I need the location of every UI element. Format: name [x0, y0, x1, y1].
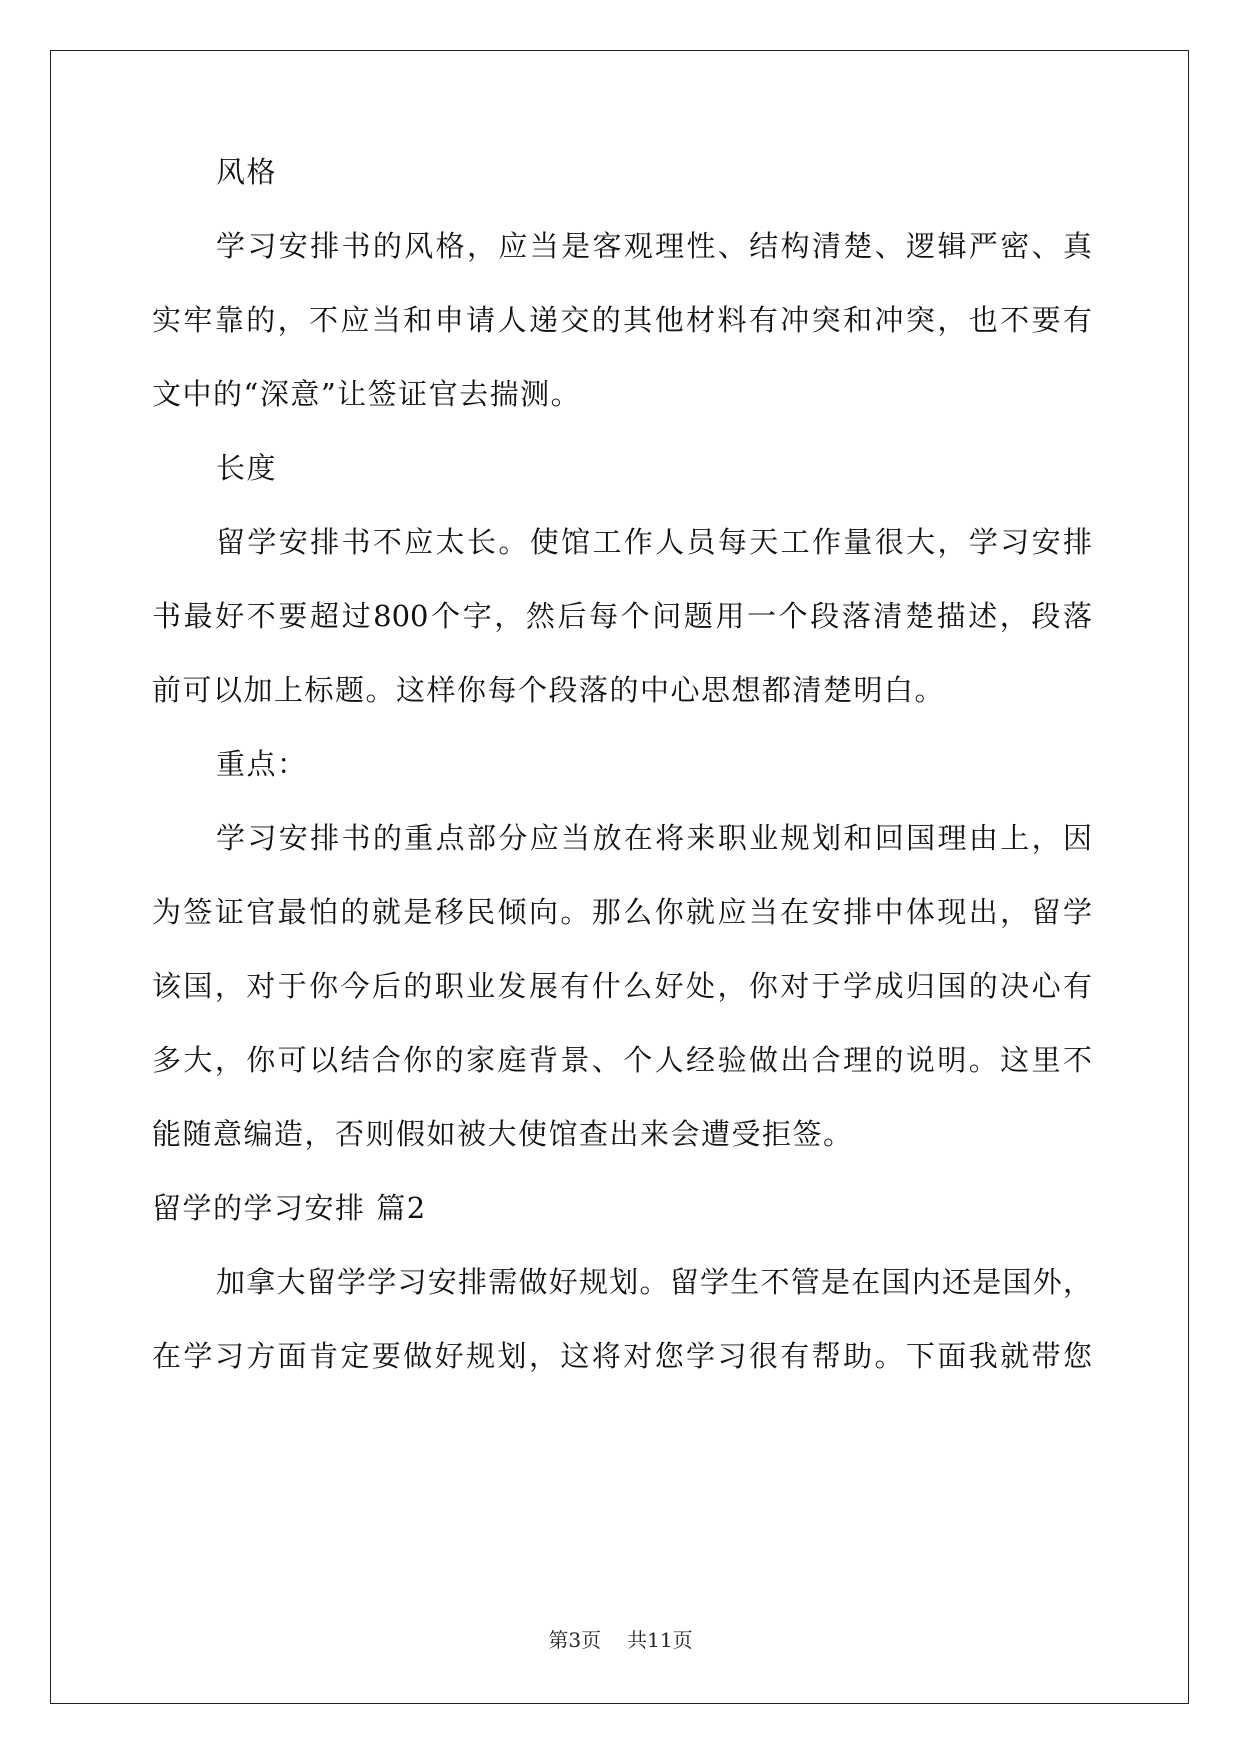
page-number: 第3页 [548, 1628, 602, 1652]
paragraph-line: 前可以加上标题。这样你每个段落的中心思想都清楚明白。 [152, 673, 946, 707]
paragraph-line: 加拿大留学学习安排需做好规划。留学生不管是在国内还是国外， [216, 1265, 1092, 1299]
page-border [50, 50, 1189, 1704]
paragraph-line: 为签证官最怕的就是移民倾向。那么你就应当在安排中体现出，留学 [152, 895, 1092, 929]
paragraph-line: 在学习方面肯定要做好规划，这将对您学习很有帮助。下面我就带您 [152, 1339, 1092, 1373]
section-heading-style: 风格 [216, 155, 278, 189]
paragraph-line: 能随意编造，否则假如被大使馆查出来会遭受拒签。 [152, 1117, 854, 1151]
paragraph-line: 多大，你可以结合你的家庭背景、个人经验做出合理的说明。这里不 [152, 1043, 1092, 1077]
paragraph-line: 该国，对于你今后的职业发展有什么好处，你对于学成归国的决心有 [152, 969, 1092, 1003]
section-heading-length: 长度 [216, 451, 278, 485]
paragraph-line: 留学安排书不应太长。使馆工作人员每天工作量很大，学习安排 [216, 525, 1092, 559]
paragraph-line: 书最好不要超过800个字，然后每个问题用一个段落清楚描述，段落 [152, 599, 1092, 633]
paragraph-line: 文中的“深意”让签证官去揣测。 [152, 377, 582, 411]
paragraph-line: 实牢靠的，不应当和申请人递交的其他材料有冲突和冲突，也不要有 [152, 303, 1092, 337]
paragraph-line: 学习安排书的重点部分应当放在将来职业规划和回国理由上，因 [216, 821, 1092, 855]
page-footer [0, 1628, 1241, 1652]
paragraph-line: 学习安排书的风格，应当是客观理性、结构清楚、逻辑严密、真 [216, 229, 1092, 263]
article-title: 留学的学习安排 篇2 [152, 1191, 427, 1225]
page-total: 共11页 [627, 1628, 693, 1652]
section-heading-focus: 重点： [216, 747, 308, 781]
